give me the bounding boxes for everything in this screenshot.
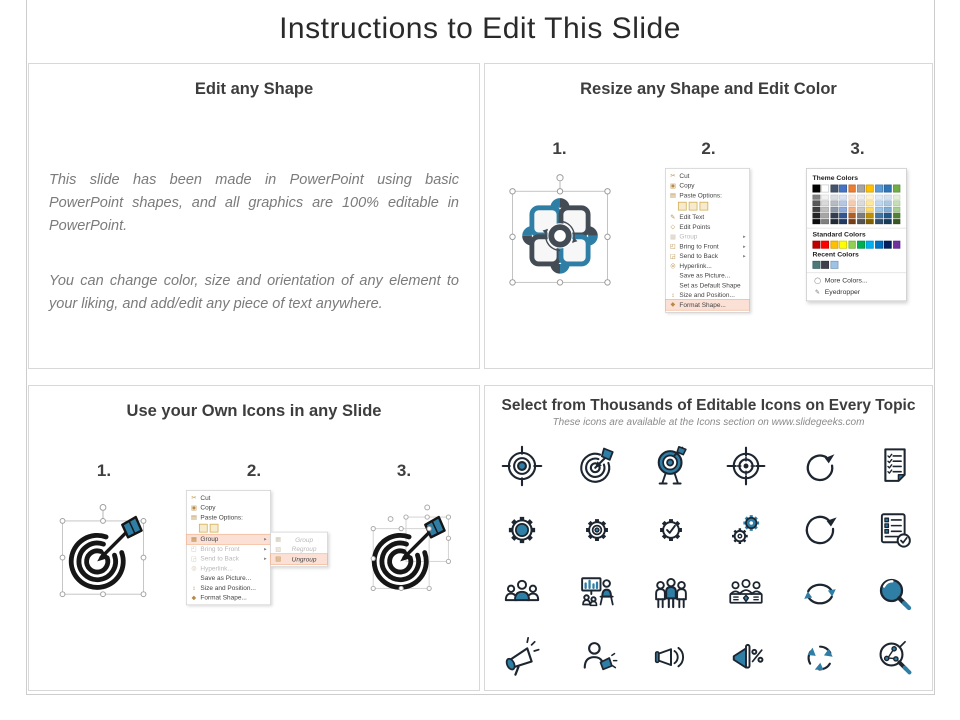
theme-color-swatch[interactable] (892, 185, 900, 193)
bring-front-icon: ◰ (191, 544, 197, 553)
gears-double-icon (725, 509, 767, 551)
tint-swatch[interactable] (812, 219, 820, 224)
step-number-1: 1. (96, 461, 112, 480)
more-colors-item[interactable] (812, 275, 900, 287)
standard-color-swatch[interactable] (857, 241, 865, 249)
tint-swatch[interactable] (812, 195, 820, 200)
bring-front-icon: ◰ (669, 242, 676, 250)
discussion-group-icon (725, 573, 767, 615)
format-shape-icon: ◆ (670, 300, 675, 308)
paste-icon: ▤ (669, 191, 676, 199)
panel-edit-any-shape (28, 63, 480, 369)
tint-row (812, 195, 900, 200)
recent-color-swatch[interactable] (821, 261, 829, 269)
menu-item-format-shape[interactable] (665, 300, 749, 310)
megaphone-waves-icon (650, 637, 692, 679)
edit-points-icon: ◇ (670, 222, 675, 231)
tint-swatch[interactable] (830, 207, 838, 212)
theme-colors-label: Theme Colors (811, 174, 858, 183)
menu-item-label: Size and Position... (200, 584, 256, 592)
menu-item-copy[interactable] (187, 503, 271, 513)
panel-icon-library (484, 385, 933, 691)
menu-item-save-as-picture[interactable] (665, 271, 749, 281)
menu-item-set-as-default-shape[interactable] (665, 280, 749, 290)
more-colors-label: More Colors... (824, 276, 868, 285)
ungrouped-target-icon-illustration (352, 490, 460, 602)
standard-colors-label: Standard Colors (811, 230, 866, 239)
recent-colors-label: Recent Colors (811, 251, 859, 259)
menu-item-hyperlink[interactable] (665, 261, 749, 271)
group-icon: ▦ (669, 232, 676, 240)
menu-item-bring-to-front[interactable] (665, 241, 749, 251)
menu-item-bring-to-front[interactable] (187, 544, 271, 554)
size-position-icon: ↕ (192, 584, 196, 592)
tint-swatch[interactable] (874, 195, 882, 200)
menu-item-edit-text[interactable] (665, 212, 749, 222)
menu-item-send-to-back[interactable] (187, 554, 271, 564)
paste-options-row (187, 522, 271, 534)
menu-item-send-to-back[interactable] (665, 251, 749, 261)
hyperlink-icon: ◎ (669, 261, 676, 269)
tint-swatch[interactable] (857, 219, 865, 224)
step-numbers-row (485, 139, 932, 159)
menu-item-group[interactable] (271, 535, 327, 545)
color-picker-panel (806, 168, 907, 301)
eyedropper-icon: ✎ (814, 288, 820, 296)
gear-dot-icon (576, 509, 618, 551)
menu-item-label: Copy (200, 503, 216, 512)
menu-item-label: Group (295, 535, 314, 544)
tint-swatch[interactable] (874, 219, 882, 224)
regroup-icon: ▧ (275, 545, 282, 553)
panel-heading: Select from Thousands of Editable Icons on Every Topic (501, 397, 916, 414)
standard-color-swatch[interactable] (883, 241, 891, 249)
menu-item-label: Group (200, 535, 219, 543)
step-number-1: 1. (552, 139, 567, 158)
grouped-target-icon-illustration (49, 490, 157, 602)
menu-item-ungroup[interactable] (271, 554, 327, 564)
group-icon: ▦ (191, 535, 197, 543)
search-share-icon (874, 637, 916, 679)
edit-text-icon: ✎ (669, 213, 675, 221)
tint-swatch[interactable] (821, 195, 829, 200)
tint-swatch[interactable] (821, 213, 829, 218)
step-number-2: 2. (701, 139, 716, 158)
menu-item-label: Format Shape... (678, 301, 726, 309)
tint-swatch[interactable] (830, 201, 838, 206)
tint-swatch[interactable] (866, 201, 874, 206)
menu-item-label: Cut (678, 172, 689, 180)
cycle-three-icon (799, 637, 841, 679)
body-paragraph-1: This slide has been made in PowerPoint using basic PowerPoint shapes, and all graphics are 100% editable in PowerPoint. (49, 172, 459, 234)
tint-swatch[interactable] (848, 207, 856, 212)
standard-color-swatch[interactable] (812, 241, 820, 249)
tint-swatch[interactable] (892, 195, 900, 200)
checklist-doc-icon (874, 445, 916, 487)
tint-swatch[interactable] (821, 207, 829, 212)
paste-option-icon[interactable] (688, 201, 697, 210)
theme-color-swatch[interactable] (839, 185, 847, 193)
menu-item-paste-options[interactable] (665, 190, 749, 200)
standard-color-swatch[interactable] (848, 241, 856, 249)
menu-item-edit-points[interactable] (665, 222, 749, 232)
eyedropper-item[interactable] (812, 286, 900, 298)
tint-swatch[interactable] (848, 195, 856, 200)
menu-item-label: Send to Back (200, 554, 239, 563)
step-number-3: 3. (396, 461, 412, 480)
menu-item-group[interactable] (187, 534, 271, 544)
recent-colors-row (812, 261, 900, 269)
selected-shape-illustration (497, 168, 623, 296)
submenu-arrow-icon: ▸ (264, 536, 267, 543)
theme-color-swatch[interactable] (830, 185, 838, 193)
context-menu-icon (186, 490, 271, 605)
paste-icon: ▤ (191, 513, 197, 521)
tint-swatch[interactable] (866, 219, 874, 224)
menu-item-paste-options[interactable] (187, 512, 271, 522)
panel-resize-shape-edit-color (484, 63, 933, 369)
context-menu-shape (665, 168, 750, 312)
tint-swatch[interactable] (839, 201, 847, 206)
audience-icon (501, 573, 543, 615)
tint-swatch[interactable] (883, 207, 891, 212)
crosshair-icon (725, 445, 767, 487)
menu-item-cut[interactable] (187, 493, 271, 503)
format-shape-icon: ◆ (191, 593, 197, 601)
standard-color-swatch[interactable] (839, 241, 847, 249)
cut-icon: ✂ (191, 493, 197, 501)
theme-color-swatch[interactable] (874, 185, 882, 193)
tint-row (812, 201, 900, 206)
target-dot-icon (501, 445, 543, 487)
tint-swatch[interactable] (830, 219, 838, 224)
tint-swatch[interactable] (821, 219, 829, 224)
magnifier-icon (874, 573, 916, 615)
copy-icon: ▣ (669, 181, 676, 189)
tint-swatch[interactable] (866, 213, 874, 218)
slide-title: Instructions to Edit This Slide (279, 12, 681, 45)
redo-icon (799, 445, 841, 487)
tint-swatch[interactable] (874, 207, 882, 212)
menu-item-format-shape[interactable] (187, 593, 271, 603)
menu-item-group[interactable] (665, 232, 749, 242)
panel-heading: Resize any Shape and Edit Color (580, 80, 837, 98)
body-paragraph-2: You can change color, size and orientation of any element to your liking, and add/edit any piece of text anywhere. (49, 272, 459, 312)
menu-item-label: Cut (200, 494, 211, 502)
send-back-icon: ◲ (191, 554, 197, 562)
megaphone-icon (501, 637, 543, 679)
recent-color-swatch[interactable] (812, 261, 820, 269)
cut-icon: ✂ (669, 171, 675, 179)
menu-item-label: Hyperlink... (200, 564, 233, 572)
menu-item-size-and-position[interactable] (187, 583, 271, 593)
dartboard-icon (650, 445, 692, 487)
tint-swatch[interactable] (839, 207, 847, 212)
standard-colors-row (812, 241, 900, 249)
menu-item-label: Copy (678, 181, 695, 190)
tint-swatch[interactable] (892, 219, 900, 224)
paste-option-icon[interactable] (677, 201, 686, 210)
tint-swatch[interactable] (866, 207, 874, 212)
menu-item-label: Bring to Front (200, 545, 240, 553)
tint-swatch[interactable] (848, 213, 856, 218)
tint-row (812, 213, 900, 218)
copy-icon: ▣ (191, 503, 197, 511)
menu-item-label: Edit Points (678, 223, 710, 231)
theme-tints-grid (812, 195, 900, 225)
submenu-arrow-icon: ▸ (742, 234, 746, 240)
announcer-icon (576, 637, 618, 679)
tint-swatch[interactable] (874, 201, 882, 206)
paste-option-icon[interactable] (699, 201, 708, 210)
menu-item-hyperlink[interactable] (187, 563, 271, 573)
theme-color-swatch[interactable] (857, 185, 865, 193)
standard-color-swatch[interactable] (821, 241, 829, 249)
submenu-arrow-icon: ▸ (742, 253, 746, 259)
menu-item-label: Regroup (291, 545, 317, 553)
menu-item-save-as-picture[interactable] (187, 573, 271, 583)
theme-color-swatch[interactable] (883, 185, 891, 193)
tint-swatch[interactable] (812, 207, 820, 212)
menu-item-label: Group (678, 232, 697, 241)
tint-swatch[interactable] (830, 213, 838, 218)
menu-item-label: Bring to Front (678, 242, 719, 250)
ungroup-icon: ▨ (275, 554, 282, 563)
tint-row (812, 207, 900, 212)
checklist-check-icon (874, 509, 916, 551)
tint-swatch[interactable] (839, 195, 847, 200)
tint-swatch[interactable] (848, 201, 856, 206)
tint-swatch[interactable] (883, 219, 891, 224)
menu-item-label: Paste Options: (200, 513, 243, 521)
tint-swatch[interactable] (812, 201, 820, 206)
submenu-arrow-icon: ▸ (264, 556, 267, 562)
submenu-arrow-icon: ▸ (742, 244, 746, 250)
tint-swatch[interactable] (857, 207, 865, 212)
tint-swatch[interactable] (857, 201, 865, 206)
promo-megaphone-icon (725, 637, 767, 679)
paste-options-row (665, 200, 749, 212)
size-position-icon: ↕ (670, 291, 674, 299)
paste-option-icon[interactable] (199, 523, 208, 532)
theme-color-swatch[interactable] (821, 185, 829, 193)
target-dart-icon (576, 445, 618, 487)
menu-item-label: Format Shape... (200, 593, 247, 602)
theme-color-swatch[interactable] (866, 185, 874, 193)
standard-color-swatch[interactable] (866, 241, 874, 249)
gear-solid-icon (501, 509, 543, 551)
recent-color-swatch[interactable] (830, 261, 838, 269)
menu-item-regroup[interactable] (271, 544, 327, 554)
menu-item-size-and-position[interactable] (665, 290, 749, 300)
tint-row (812, 219, 900, 224)
menu-item-label: Save as Picture... (678, 271, 730, 280)
panel-heading: Edit any Shape (194, 80, 314, 98)
tint-swatch[interactable] (892, 201, 900, 206)
tint-swatch[interactable] (857, 213, 865, 218)
presentation-board-icon (576, 573, 618, 615)
theme-color-swatch[interactable] (848, 185, 856, 193)
menu-item-label: Ungroup (291, 555, 317, 563)
group-icon: ▦ (275, 535, 282, 543)
redo-large-icon (799, 509, 841, 551)
group-submenu (270, 532, 328, 567)
standard-color-swatch[interactable] (830, 241, 838, 249)
menu-item-label: Set as Default Shape (678, 281, 741, 289)
tint-swatch[interactable] (892, 213, 900, 218)
gear-check-icon (650, 509, 692, 551)
menu-item-label: Edit Text (678, 213, 704, 221)
team-icon (650, 573, 692, 615)
tint-swatch[interactable] (812, 213, 820, 218)
tint-swatch[interactable] (883, 213, 891, 218)
paste-option-icon[interactable] (210, 523, 219, 532)
menu-item-cut[interactable] (665, 171, 749, 181)
standard-color-swatch[interactable] (874, 241, 882, 249)
menu-item-label: Size and Position... (678, 291, 735, 299)
tint-swatch[interactable] (830, 195, 838, 200)
panel-subheading: These icons are available at the Icons section on www.slidegeeks.com (552, 417, 865, 428)
tint-swatch[interactable] (839, 213, 847, 218)
tint-swatch[interactable] (883, 195, 891, 200)
theme-colors-row (812, 185, 900, 193)
tint-swatch[interactable] (883, 201, 891, 206)
step-number-3: 3. (850, 139, 865, 158)
standard-color-swatch[interactable] (892, 241, 900, 249)
tint-swatch[interactable] (821, 201, 829, 206)
send-back-icon: ◲ (669, 252, 676, 260)
hyperlink-icon: ◎ (191, 564, 197, 572)
icon-library-grid (485, 434, 932, 690)
menu-item-label: Save as Picture... (200, 574, 252, 582)
tint-swatch[interactable] (848, 219, 856, 224)
menu-item-label: Hyperlink... (678, 262, 712, 270)
tint-swatch[interactable] (857, 195, 865, 200)
submenu-arrow-icon: ▸ (264, 546, 267, 552)
tint-swatch[interactable] (866, 195, 874, 200)
panel-use-own-icons (28, 385, 480, 691)
step-numbers-row (29, 461, 479, 481)
theme-color-swatch[interactable] (812, 185, 820, 193)
more-colors-icon: ◯ (813, 276, 821, 284)
eyedropper-label: Eyedropper (824, 288, 860, 296)
tint-swatch[interactable] (874, 213, 882, 218)
sync-two-icon (799, 573, 841, 615)
panel-heading: Use your Own Icons in any Slide (126, 402, 382, 420)
step-number-2: 2. (246, 461, 262, 480)
menu-item-label: Send to Back (678, 252, 718, 260)
menu-item-label: Paste Options: (678, 191, 722, 199)
menu-item-copy[interactable] (665, 181, 749, 191)
tint-swatch[interactable] (892, 207, 900, 212)
tint-swatch[interactable] (839, 219, 847, 224)
